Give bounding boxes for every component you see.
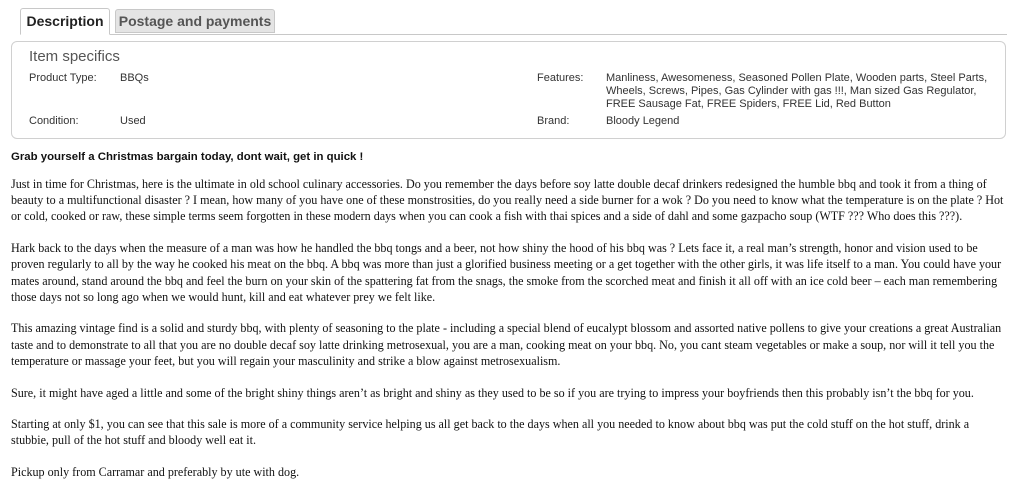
description-headline: Grab yourself a Christmas bargain today, dont wait, get in quick ! bbox=[11, 151, 364, 163]
product-type-value: BBQs bbox=[120, 72, 149, 84]
condition-label: Condition: bbox=[29, 115, 79, 127]
tab-bar bbox=[20, 8, 1007, 35]
item-description bbox=[11, 150, 1006, 496]
features-line: Wheels, Screws, Pipes, Gas Cylinder with gas !!!, Man sized Gas Regulator, bbox=[606, 85, 977, 97]
product-type-label: Product Type: bbox=[29, 72, 97, 84]
item-specifics-title: Item specifics bbox=[29, 48, 120, 65]
tab-postage-and-payments[interactable]: Postage and payments bbox=[115, 9, 275, 33]
features-value bbox=[606, 72, 1001, 111]
features-label: Features: bbox=[537, 72, 584, 84]
description-paragraph: This amazing vintage find is a solid and sturdy bbq, with plenty of seasoning to the plate - including a special blend of eucalypt blossom and assorted native pollens to give your creations a great Australian taste and to demonstrate to all that you are no double decaf soy latte drinking metrosexual, you are a man, cooking meat on your bbq. No, you cant steam vegetables or make a soup, nor will it tell you the temperature or massage your feet, but you will regain your masculinity and strike a blow against metrosexualism. bbox=[11, 321, 1002, 368]
brand-value: Bloody Legend bbox=[606, 115, 680, 127]
features-line: Manliness, Awesomeness, Seasoned Pollen Plate, Wooden parts, Steel Parts, bbox=[606, 72, 988, 84]
description-paragraph: Just in time for Christmas, here is the ultimate in old school culinary accessories. Do you remember the days before soy latte double decaf drinkers redesigned the humble bbq and took it from a thing of beauty to a multifunctional disaster ? I mean, how many of you have one of these monstrosities, do you really need a side burner for a wok ? Do you need to know what the temperature is on the plate ? Hot or cold, cooked or raw, these simple terms seem forgotten in these modern days when you can cook a fish with thai spices and a side of dahl and some gazpacho soup (WTF ??? Who does this ???). bbox=[11, 177, 1004, 224]
features-line: FREE Sausage Fat, FREE Spiders, FREE Lid, Red Button bbox=[606, 98, 891, 110]
condition-value: Used bbox=[120, 115, 146, 127]
description-paragraph: Sure, it might have aged a little and some of the bright shiny things aren’t as bright and shiny as they used to be so if you are trying to impress your boyfriends then this probably isn’t the bbq for you. bbox=[11, 385, 974, 400]
item-specifics-box bbox=[11, 41, 1006, 139]
description-paragraph: Starting at only $1, you can see that this sale is more of a community service helping us all get back to the days when all you needed to know about bbq was put the cold stuff on the hot stuff, drink a stubbie, pull of the hot stuff and bloody well eat it. bbox=[11, 417, 970, 448]
tab-description[interactable]: Description bbox=[20, 8, 110, 35]
description-paragraph: Pickup only from Carramar and preferably by ute with dog. bbox=[11, 465, 300, 480]
description-paragraph: Hark back to the days when the measure of a man was how he handled the bbq tongs and a beer, not how shiny the hood of his bbq was ? Lets face it, a real man’s strength, honor and vision used to be proven regularly to all by the way he cooked his meat on the bbq. A bbq was more than just a glorified business meeting or a get together with the other girls, it was life itself to a man. You could have your mates around, stand around the bbq and feel the burn on your skin of the spattering fat from the snags, the smoke from the scorched meat and finish it all off with an ice cold beer – each man remembering those days not so long ago when we would hunt, kill and eat whatever prey we felt like. bbox=[11, 241, 1002, 304]
brand-label: Brand: bbox=[537, 115, 570, 127]
